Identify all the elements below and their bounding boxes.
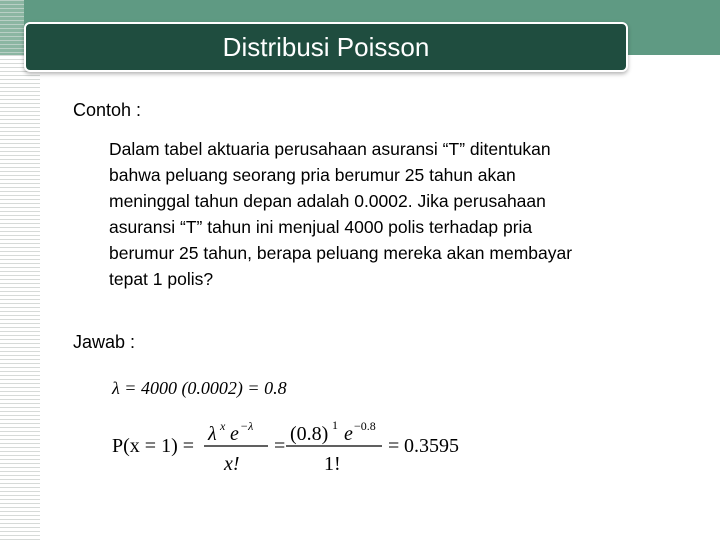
- formula-lhs: P(x = 1) =: [112, 435, 195, 457]
- decorative-stripes-left: [0, 55, 40, 540]
- formula-e1: e: [230, 423, 239, 445]
- formula-e2-exp: −0.8: [354, 419, 376, 433]
- formula-eq3: =: [388, 435, 400, 457]
- lambda-equation: λ = 4000 (0.0002) = 0.8: [112, 378, 287, 398]
- formula-base2: (0.8): [290, 423, 329, 445]
- formula-den1: x!: [224, 453, 240, 475]
- example-label: Contoh :: [73, 100, 142, 120]
- formula-e1-exp: −λ: [240, 419, 254, 433]
- answer-label: Jawab :: [73, 332, 136, 352]
- title-banner: [24, 22, 628, 72]
- formula-e2: e: [344, 423, 353, 445]
- poisson-formula: [110, 410, 490, 480]
- slide-title: Distribusi Poisson: [222, 31, 430, 62]
- formula-lambda: λ: [208, 423, 217, 445]
- formula-base2-exp: 1: [332, 418, 338, 432]
- formula-lambda-exp: x: [220, 419, 226, 433]
- problem-statement: Dalam tabel aktuaria perusahaan asuransi “T” ditentukan bahwa peluang seorang pria berumur 25 tahun akan meninggal tahun depan adalah 0.0002. Jika perusahaan asuransi “T” tahun ini menjual 4000 polis terhadap pria berumur 25 tahun, berapa peluang mereka akan membayar tepat 1 polis?: [109, 139, 573, 289]
- decorative-stripes-top: [0, 0, 24, 55]
- formula-eq2: =: [274, 435, 286, 457]
- formula-den2: 1!: [324, 453, 341, 475]
- formula-result: 0.3595: [404, 435, 459, 457]
